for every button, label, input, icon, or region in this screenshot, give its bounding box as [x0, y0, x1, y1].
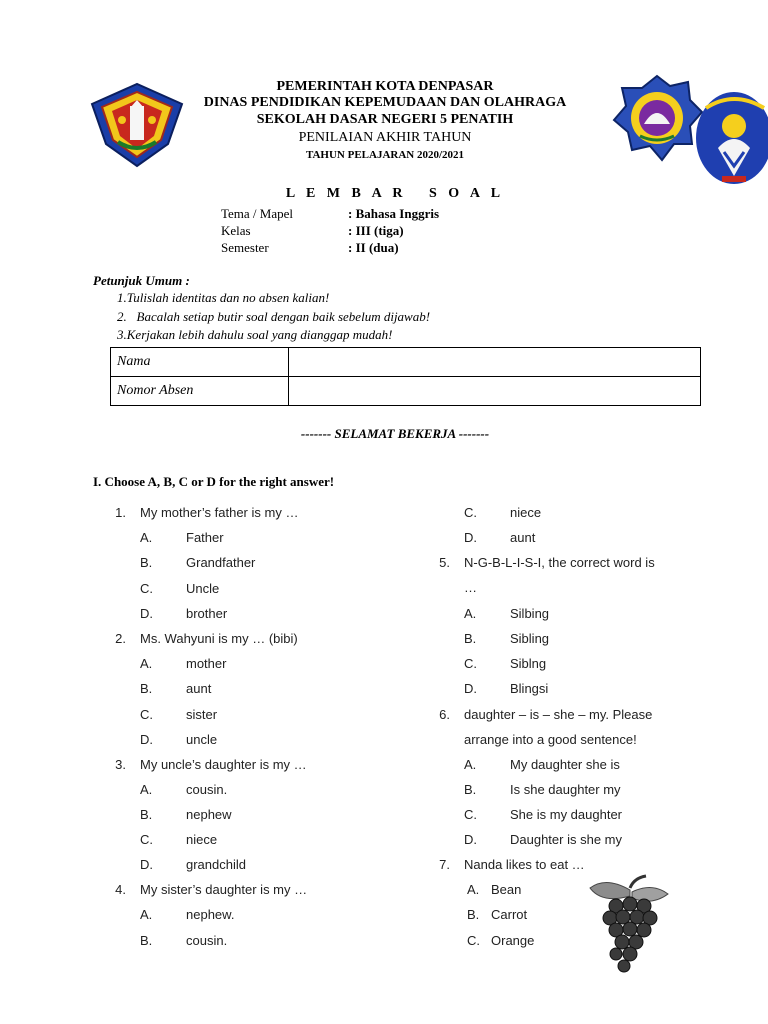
option-text: nephew — [186, 807, 232, 822]
option-text: Bean — [491, 882, 522, 897]
info-value: : III (tiga) — [348, 223, 404, 238]
option-text: Grandfather — [186, 555, 256, 570]
question-number: 2. — [115, 631, 126, 646]
option-letter: A. — [140, 530, 153, 545]
greeting: ------- SELAMAT BEKERJA ------- — [300, 426, 490, 441]
question-text: Nanda likes to eat … — [464, 857, 585, 872]
option-text: Daughter is she my — [510, 832, 622, 847]
option-letter: D. — [140, 732, 153, 747]
option-text: Uncle — [186, 581, 220, 596]
info-label: Kelas — [221, 223, 251, 238]
option-letter: D. — [140, 857, 153, 872]
option-letter: B. — [140, 807, 153, 822]
identity-row-absen — [111, 377, 701, 406]
option-letter: B. — [140, 933, 153, 948]
option-letter: D. — [464, 832, 477, 847]
option-letter: A. — [140, 782, 153, 797]
info-row — [0, 223, 768, 239]
name-label: Nama — [111, 348, 289, 377]
question-text: Ms. Wahyuni is my … (bibi) — [140, 631, 298, 646]
option-text: cousin. — [186, 933, 228, 948]
option-letter: B. — [140, 555, 153, 570]
option-text: brother — [186, 606, 228, 621]
option-text: Orange — [491, 933, 535, 948]
header-year: TAHUN PELAJARAN 2020/2021 — [305, 149, 465, 161]
instruction-item: 1.Tulislah identitas dan no absen kalian! — [117, 290, 330, 305]
name-field[interactable] — [289, 348, 701, 377]
question-text: N-G-B-L-I-S-I, the correct word is — [464, 555, 655, 570]
header-school: SEKOLAH DASAR NEGERI 5 PENATIH — [256, 112, 514, 127]
question-text: My sister’s daughter is my … — [140, 882, 308, 897]
option-letter: A. — [464, 606, 477, 621]
option-letter: B. — [464, 782, 477, 797]
option-text: aunt — [510, 530, 536, 545]
kemendikbud-icon — [694, 86, 768, 186]
option-letter: D. — [140, 606, 153, 621]
question-number: 3. — [115, 757, 126, 772]
info-row — [0, 206, 768, 222]
question-number: 4. — [115, 882, 126, 897]
option-text: Carrot — [491, 907, 528, 922]
option-letter: A. — [467, 882, 480, 897]
question-text: My uncle’s daughter is my … — [140, 757, 307, 772]
question-number: 6. — [439, 707, 450, 722]
info-value: : Bahasa Inggris — [348, 206, 440, 221]
question-number: 1. — [115, 505, 126, 520]
option-text: cousin. — [186, 782, 228, 797]
option-letter: C. — [464, 505, 477, 520]
header-exam: PENILAIAN AKHIR TAHUN — [298, 130, 472, 145]
option-text: Blingsi — [510, 681, 549, 696]
option-letter: C. — [464, 656, 477, 671]
section-title: I. Choose A, B, C or D for the right answer! — [93, 474, 335, 489]
info-label: Tema / Mapel — [221, 206, 294, 221]
identity-box — [110, 347, 701, 406]
question-text-cont: … — [464, 580, 477, 595]
option-letter: A. — [464, 757, 477, 772]
option-text: niece — [510, 505, 542, 520]
option-letter: C. — [464, 807, 477, 822]
instruction-item: 2. Bacalah setiap butir soal dengan baik sebelum dijawab! — [117, 309, 431, 324]
absen-label: Nomor Absen — [111, 377, 289, 406]
option-text: Silbing — [510, 606, 550, 621]
option-letter: C. — [140, 832, 153, 847]
option-letter: C. — [140, 707, 153, 722]
info-value: : II (dua) — [348, 240, 399, 255]
option-text: Siblng — [510, 656, 547, 671]
option-letter: B. — [140, 681, 153, 696]
option-text: niece — [186, 832, 218, 847]
option-text: Is she daughter my — [510, 782, 621, 797]
header-department: DINAS PENDIDIKAN KEPEMUDAAN DAN OLAHRAGA — [203, 95, 567, 110]
option-letter: B. — [467, 907, 480, 922]
option-letter: C. — [140, 581, 153, 596]
option-letter: D. — [464, 681, 477, 696]
option-text: aunt — [186, 681, 212, 696]
instructions-heading: Petunjuk Umum : — [93, 273, 190, 288]
option-letter: A. — [140, 907, 153, 922]
option-text: mother — [186, 656, 227, 671]
sheet-title: L E M B A R S O A L — [285, 186, 505, 201]
question-number: 5. — [439, 555, 450, 570]
header-government: PEMERINTAH KOTA DENPASAR — [276, 79, 494, 94]
info-row — [0, 240, 768, 256]
option-text: Father — [186, 530, 224, 545]
option-letter: A. — [140, 656, 153, 671]
instruction-item: 3.Kerjakan lebih dahulu soal yang dianggap mudah! — [117, 327, 393, 342]
option-text: Sibling — [510, 631, 550, 646]
option-text: sister — [186, 707, 218, 722]
question-number: 7. — [439, 857, 450, 872]
tut-wuri-handayani-icon — [610, 74, 704, 164]
option-text: uncle — [186, 732, 218, 747]
question-text-cont: arrange into a good sentence! — [464, 732, 637, 747]
option-text: My daughter she is — [510, 757, 620, 772]
identity-row-name — [111, 348, 701, 377]
question-text: My mother’s father is my … — [140, 505, 299, 520]
info-label: Semester — [221, 240, 269, 255]
option-letter: D. — [464, 530, 477, 545]
absen-field[interactable] — [289, 377, 701, 406]
denpasar-crest-icon — [88, 82, 186, 168]
question-text: daughter – is – she – my. Please — [464, 707, 653, 722]
option-letter: C. — [467, 933, 480, 948]
option-text: grandchild — [186, 857, 246, 872]
grapes-icon — [586, 874, 670, 974]
option-text: nephew. — [186, 907, 235, 922]
option-letter: B. — [464, 631, 477, 646]
option-text: She is my daughter — [510, 807, 623, 822]
